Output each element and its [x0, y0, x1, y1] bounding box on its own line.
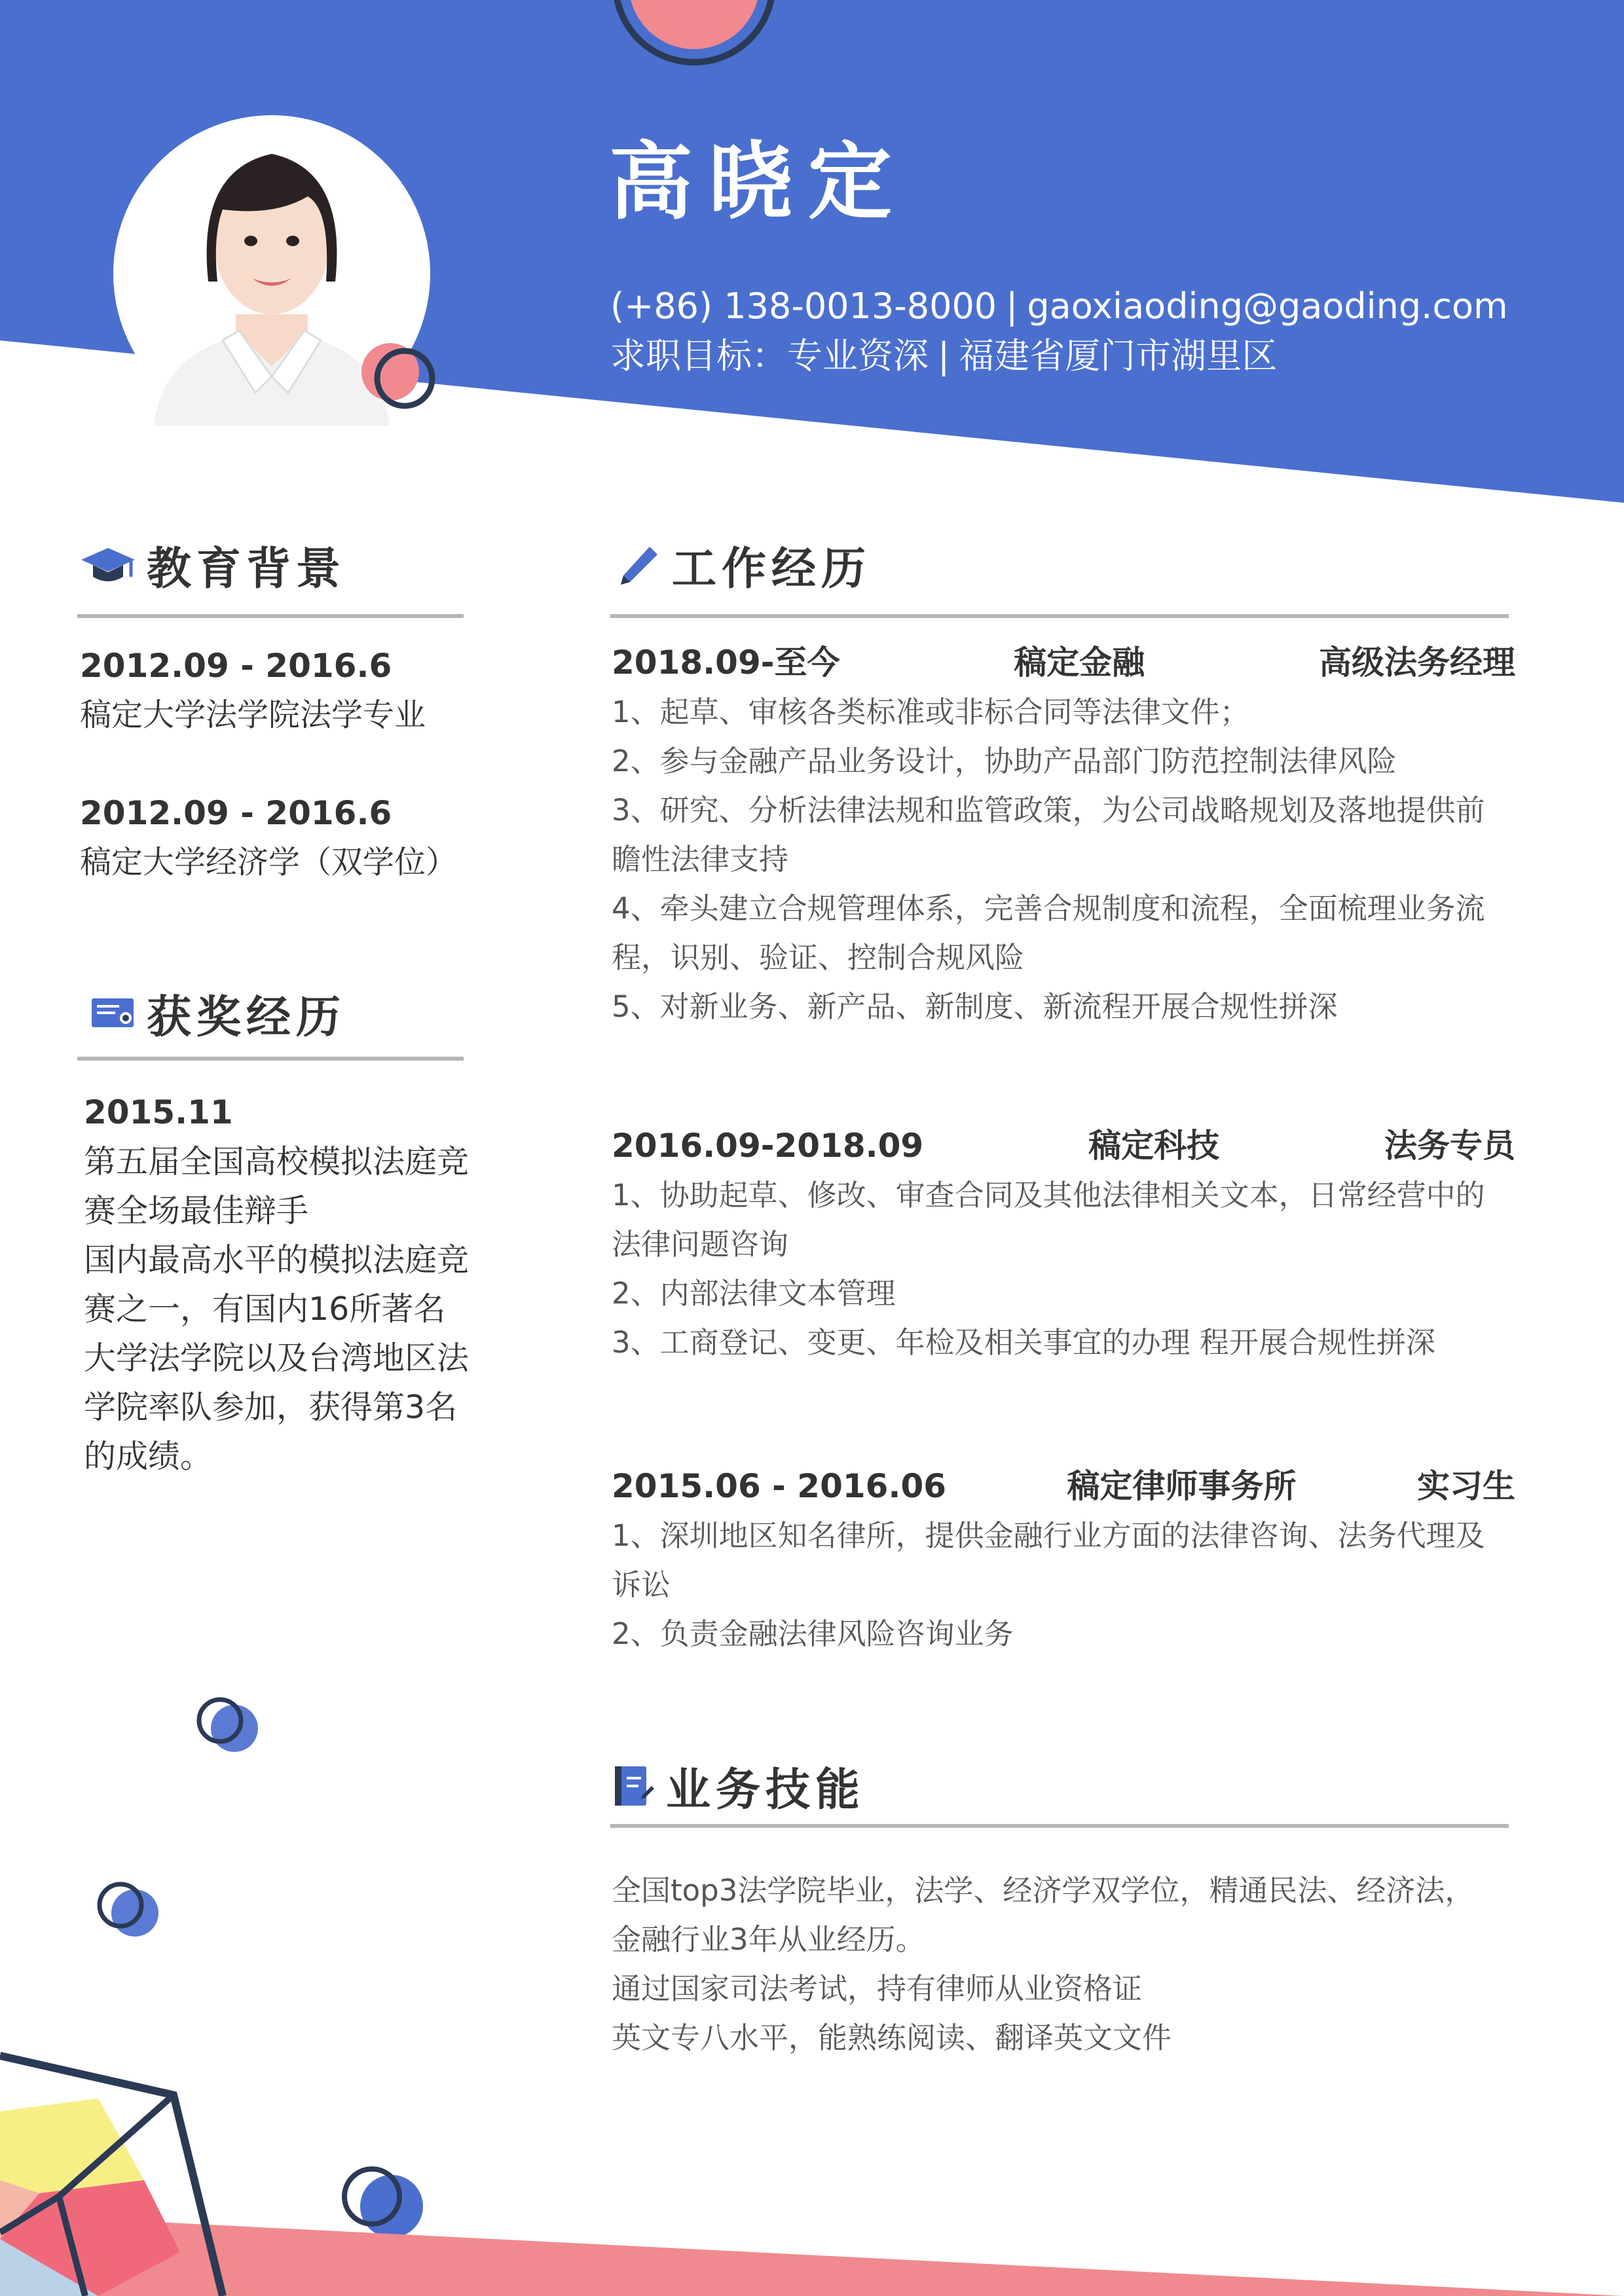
award-name-line: 第五届全国高校模拟法庭竞 — [84, 1143, 470, 1180]
job-duties — [612, 1511, 1515, 1658]
job-duty-line: 诉讼 — [612, 1567, 671, 1602]
job-duty-line: 法律问题咨询 — [612, 1227, 789, 1262]
dot-decoration-3 — [344, 2169, 423, 2238]
skills-list — [612, 1866, 1515, 2062]
award-desc-line: 学院率队参加，获得第3名 — [84, 1389, 458, 1426]
skill-line: 英文专八水平，能熟练阅读、翻译英文文件 — [612, 2020, 1172, 2055]
job-entry-1 — [612, 638, 1515, 1031]
skill-line: 通过国家司法考试，持有律师从业资格证 — [612, 1971, 1143, 2006]
skills-heading — [612, 1755, 865, 1818]
work-divider — [610, 614, 1509, 618]
job-duty-line: 2、负责金融法律风险咨询业务 — [612, 1616, 1014, 1651]
contact-line-2 — [610, 331, 1508, 381]
job-company: 稿定科技 — [1088, 1127, 1220, 1165]
certificate-icon — [90, 994, 136, 1034]
job-duty-line: 1、起草、审核各类标准或非标合同等法律文件； — [612, 695, 1249, 729]
job-role: 高级法务经理 — [1319, 644, 1515, 682]
job-duty-line: 4、牵头建立合规管理体系，完善合规制度和流程，全面梳理业务流 — [612, 891, 1485, 926]
dot-decoration-2 — [100, 1884, 158, 1937]
job-duties — [612, 1171, 1515, 1367]
awards-title: 获奖经历 — [147, 992, 346, 1044]
job-duty-line: 程，识别、验证、控制合规风险 — [612, 940, 1025, 975]
job-period: 2018.09-至今 — [612, 644, 840, 682]
award-item — [84, 1088, 490, 1481]
award-desc-line: 赛之一，有国内16所著名 — [84, 1290, 446, 1328]
work-title: 工作经历 — [672, 543, 872, 595]
education-title: 教育背景 — [147, 543, 346, 595]
job-duty-line: 1、协助起草、修改、审查合同及其他法律相关文本，日常经营中的 — [612, 1178, 1485, 1212]
job-header — [612, 638, 1515, 687]
award-desc-line: 国内最高水平的模拟法庭竞 — [84, 1241, 470, 1279]
job-header — [612, 1462, 1515, 1511]
separator: | — [1006, 285, 1018, 327]
job-duty-line: 5、对新业务、新产品、新制度、新流程开展合规性拼深 — [612, 989, 1338, 1024]
dot-decoration-1 — [199, 1700, 258, 1752]
education-detail: 稿定大学经济学（双学位） — [80, 844, 458, 881]
skill-line: 全国top3法学院毕业，法学、经济学双学位，精通民法、经济法， — [612, 1873, 1475, 1908]
education-item-1 — [80, 642, 426, 740]
skills-divider — [610, 1824, 1509, 1828]
job-duty-line: 2、参与金融产品业务设计，协助产品部门防范控制法律风险 — [612, 744, 1397, 778]
education-period: 2012.09 - 2016.6 — [80, 647, 392, 685]
contact-line-1 — [610, 282, 1508, 331]
job-role: 实习生 — [1416, 1467, 1515, 1505]
job-period: 2015.06 - 2016.06 — [612, 1467, 947, 1505]
job-period: 2016.09-2018.09 — [612, 1127, 924, 1165]
award-desc-line: 大学法学院以及台湾地区法 — [84, 1339, 470, 1377]
work-heading — [616, 534, 871, 597]
education-divider — [77, 614, 464, 618]
award-date: 2015.11 — [84, 1093, 233, 1131]
notebook-icon — [612, 1764, 655, 1810]
award-desc-line: 的成绩。 — [84, 1438, 213, 1475]
job-company: 稿定律师事务所 — [1067, 1467, 1297, 1505]
awards-divider — [77, 1057, 464, 1061]
location: 福建省厦门市湖里区 — [959, 335, 1278, 376]
candidate-name: 高晓定 — [609, 134, 908, 231]
job-entry-2 — [612, 1121, 1515, 1367]
phone: (+86) 138-0013-8000 — [610, 285, 997, 327]
job-duty-line: 1、深圳地区知名律所，提供金融行业方面的法律咨询、法务代理及 — [612, 1518, 1485, 1553]
job-duty-line: 3、研究、分析法律法规和监管政策，为公司战略规划及落地提供前 — [612, 793, 1485, 828]
job-duties — [612, 687, 1515, 1031]
job-duty-line: 2、内部法律文本管理 — [612, 1276, 896, 1311]
education-period: 2012.09 - 2016.6 — [80, 794, 392, 832]
education-heading — [80, 534, 346, 597]
education-item-2 — [80, 789, 457, 887]
pencil-icon — [616, 543, 661, 589]
job-company: 稿定金融 — [1014, 644, 1145, 682]
separator: | — [938, 335, 950, 376]
job-duty-line: 3、工商登记、变更、年检及相关事宜的办理 程开展合规性拼深 — [612, 1325, 1435, 1360]
award-name-line: 赛全场最佳辩手 — [84, 1192, 309, 1230]
graduation-cap-icon — [80, 543, 136, 589]
education-detail: 稿定大学法学院法学专业 — [80, 697, 426, 733]
job-role: 法务专员 — [1384, 1127, 1515, 1165]
job-entry-3 — [612, 1462, 1515, 1658]
bottom-band — [0, 2214, 1624, 2296]
job-header — [612, 1121, 1515, 1171]
skills-title: 业务技能 — [666, 1764, 866, 1816]
awards-heading — [90, 982, 346, 1046]
email: gaoxiaoding@gaoding.com — [1027, 285, 1508, 327]
job-duty-line: 瞻性法律支持 — [612, 842, 789, 877]
skills-content — [612, 1866, 1515, 2062]
objective: 求职目标：专业资深 — [610, 335, 929, 376]
skill-line: 金融行业3年从业经历。 — [612, 1922, 925, 1957]
contact-info — [610, 282, 1508, 381]
